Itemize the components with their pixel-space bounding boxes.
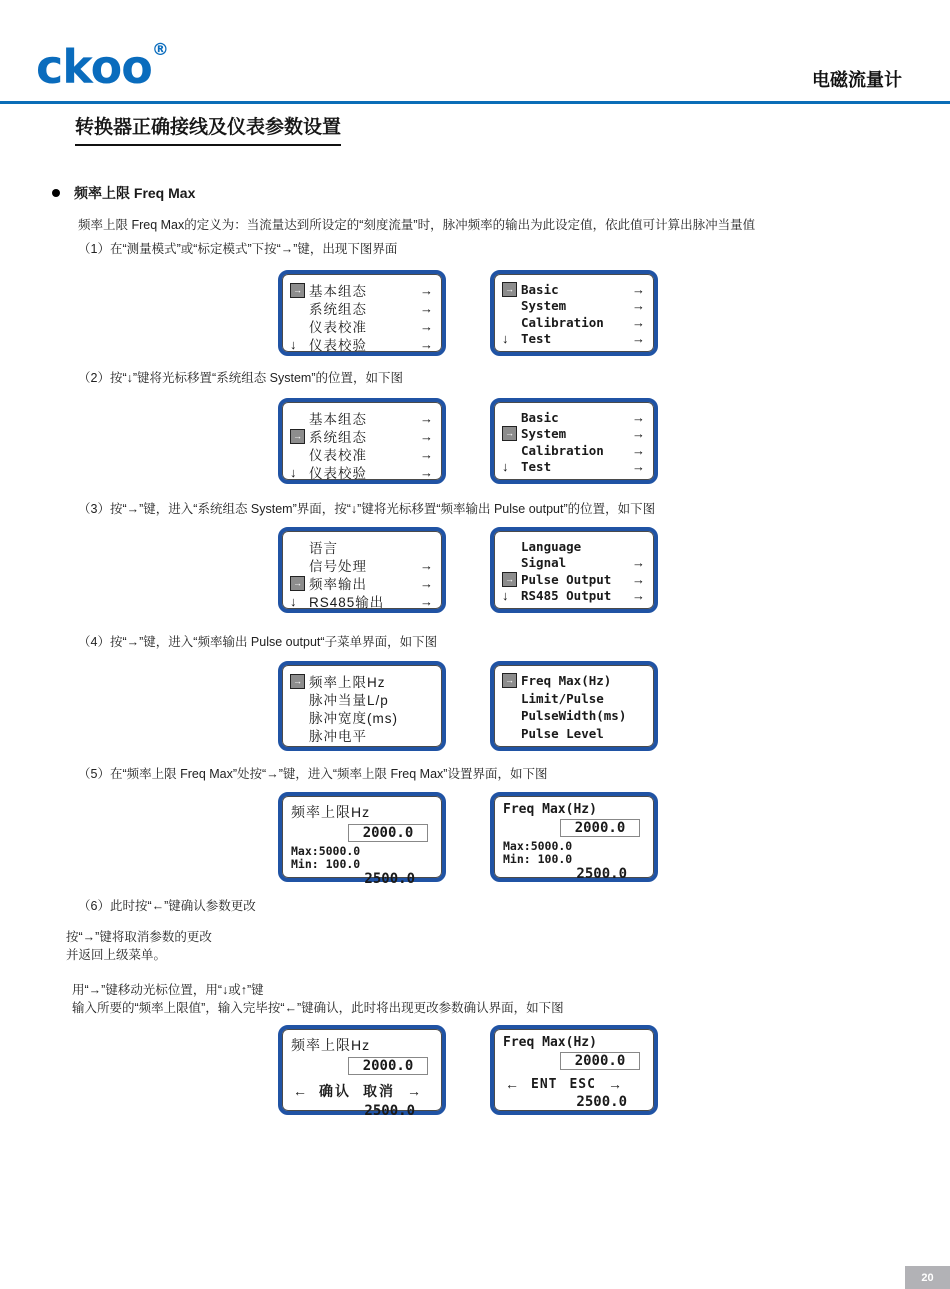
- step-3-text: （3）按“→”键，进入“系统组态 System”界面，按“↓”键将光标移置“频率输出 Pulse output”的位置，如下图: [78, 502, 656, 516]
- intro-paragraph: 频率上限 Freq Max的定义为：当流量达到所设定的“刻度流量”时，脉冲频率的输出为此设定值，依此值可计算出脉冲当量值: [78, 218, 756, 232]
- cursor-icon: →: [290, 283, 305, 298]
- arrow-down-icon: ↓: [502, 588, 509, 604]
- menu-item: Calibration: [521, 314, 604, 330]
- secondary-value: 2500.0: [576, 866, 627, 882]
- cursor-icon: →: [290, 429, 305, 444]
- arrow-right-icon: →: [420, 282, 433, 298]
- registered-mark-icon: ®: [151, 40, 169, 60]
- menu-item: Signal: [521, 555, 567, 571]
- lcd-screen-main-menu-zh-1: [278, 270, 446, 356]
- bullet-heading-label: 频率上限 Freq Max: [74, 185, 196, 201]
- menu-item: 仪表校验: [309, 338, 367, 353]
- arrow-right-icon: →: [632, 281, 645, 297]
- screen-title: 频率上限Hz: [291, 804, 371, 820]
- arrow-right-icon: →: [420, 593, 433, 609]
- header-divider: [0, 101, 950, 104]
- menu-item: 脉冲电平: [309, 729, 367, 744]
- document-product-title: 电磁流量计: [812, 70, 902, 90]
- arrow-right-icon: →: [420, 557, 433, 573]
- arrow-right-icon: →: [632, 571, 645, 587]
- arrow-left-icon: ←: [293, 1083, 307, 1099]
- menu-item: 脉冲宽度(ms): [309, 711, 398, 726]
- arrow-right-icon: →: [632, 459, 645, 475]
- cursor-icon: →: [502, 673, 517, 688]
- menu-item: 频率输出: [309, 577, 367, 592]
- arrow-right-icon: →: [420, 410, 433, 426]
- menu-item: Calibration: [521, 442, 604, 458]
- value-field: 2000.0: [560, 819, 640, 837]
- arrow-right-icon: →: [420, 336, 433, 352]
- arrow-right-icon: →: [420, 300, 433, 316]
- step-6-text: （6）此时按“←”键确认参数更改: [78, 899, 256, 913]
- arrow-right-icon: →: [632, 331, 645, 347]
- arrow-right-icon: →: [420, 464, 433, 480]
- menu-item: System: [521, 426, 567, 442]
- note-cancel-line2: 并返回上级菜单。: [66, 948, 167, 962]
- arrow-right-icon: →: [632, 314, 645, 330]
- min-limit-label: Min: 100.0: [503, 852, 573, 866]
- menu-item: 仪表校准: [309, 320, 367, 335]
- menu-item: Freq Max(Hz): [521, 673, 612, 689]
- step-1-text: （1）在“测量模式”或“标定模式”下按“→”键，出现下图界面: [78, 242, 398, 256]
- note-cancel-line1: 按“→”键将取消参数的更改: [66, 930, 212, 944]
- max-limit-label: Max:5000.0: [291, 844, 361, 858]
- menu-item: 仪表校准: [309, 448, 367, 463]
- bullet-icon: [52, 189, 60, 197]
- value-field: 2000.0: [560, 1052, 640, 1070]
- lcd-screen-confirm-en: [490, 1025, 658, 1115]
- arrow-right-icon: →: [420, 575, 433, 591]
- lcd-screen-pulse-menu-zh: [278, 661, 446, 751]
- cursor-icon: →: [290, 674, 305, 689]
- lcd-screen-system-menu-en: [490, 527, 658, 613]
- cancel-option: 取消: [363, 1083, 395, 1099]
- arrow-down-icon: ↓: [290, 464, 297, 480]
- menu-item: 系统组态: [309, 430, 367, 445]
- step-4-text: （4）按“→”键，进入“频率输出 Pulse output“子菜单界面，如下图: [78, 635, 438, 649]
- lcd-screen-main-menu-en-2: [490, 398, 658, 484]
- secondary-value: 2500.0: [364, 1103, 415, 1119]
- lcd-screen-setting-zh: [278, 792, 446, 887]
- lcd-screen-system-menu-zh: [278, 527, 446, 613]
- confirm-option: ENT: [531, 1076, 558, 1092]
- arrow-right-icon: →: [632, 588, 645, 604]
- lcd-screen-main-menu-zh-2: [278, 398, 446, 484]
- arrow-right-icon: →: [632, 555, 645, 571]
- arrow-left-icon: ←: [505, 1076, 519, 1092]
- arrow-right-icon: →: [632, 426, 645, 442]
- brand-logo-text: ckoo: [36, 40, 152, 94]
- secondary-value: 2500.0: [576, 1094, 627, 1110]
- menu-item: Test: [521, 331, 552, 347]
- menu-item: RS485输出: [309, 595, 385, 610]
- screen-title: Freq Max(Hz): [503, 802, 597, 817]
- screen-title: Freq Max(Hz): [503, 1035, 597, 1050]
- arrow-right-icon: →: [420, 428, 433, 444]
- menu-item: 基本组态: [309, 412, 367, 427]
- menu-item: Pulse Level: [521, 725, 604, 741]
- arrow-right-icon: →: [420, 446, 433, 462]
- brand-logo: [36, 40, 169, 94]
- max-limit-label: Max:5000.0: [503, 839, 573, 853]
- menu-item: Limit/Pulse: [521, 690, 604, 706]
- lcd-screen-main-menu-en-1: [490, 270, 658, 356]
- cancel-option: ESC: [569, 1076, 596, 1092]
- screen-title: 频率上限Hz: [291, 1037, 371, 1053]
- cursor-icon: →: [502, 426, 517, 441]
- lcd-screen-confirm-zh: [278, 1025, 446, 1119]
- menu-item: 频率上限Hz: [309, 675, 386, 690]
- menu-item: 基本组态: [309, 284, 367, 299]
- min-limit-label: Min: 100.0: [291, 857, 361, 871]
- cursor-icon: →: [502, 282, 517, 297]
- arrow-down-icon: ↓: [290, 336, 297, 352]
- menu-item: 语言: [309, 541, 338, 556]
- arrow-right-icon: →: [632, 409, 645, 425]
- menu-item: 脉冲当量L/p: [309, 693, 389, 708]
- lcd-screen-setting-en: [490, 792, 658, 882]
- cursor-icon: →: [502, 572, 517, 587]
- menu-item: System: [521, 298, 567, 314]
- lcd-screen-pulse-menu-en: [490, 661, 658, 751]
- step-5-text: （5）在“频率上限 Freq Max”处按“→”键，进入“频率上限 Freq Max”设置界面，如下图: [78, 767, 548, 781]
- arrow-right-icon: →: [632, 298, 645, 314]
- menu-item: Basic: [521, 409, 559, 425]
- bullet-heading: [52, 183, 195, 203]
- cursor-icon: →: [290, 576, 305, 591]
- arrow-right-icon: →: [632, 442, 645, 458]
- value-field: 2000.0: [348, 1057, 428, 1075]
- note-input-line1: 用“→”键移动光标位置，用“↓或↑”键: [72, 983, 264, 997]
- step-2-text: （2）按“↓”键将光标移置“系统组态 System”的位置，如下图: [78, 371, 404, 385]
- menu-item: Test: [521, 459, 552, 475]
- arrow-down-icon: ↓: [502, 459, 509, 475]
- secondary-value: 2500.0: [364, 871, 415, 887]
- arrow-down-icon: ↓: [502, 331, 509, 347]
- arrow-right-icon: →: [420, 318, 433, 334]
- menu-item: RS485 Output: [521, 588, 612, 604]
- confirm-option: 确认: [319, 1083, 351, 1099]
- section-title: 转换器正确接线及仪表参数设置: [75, 112, 341, 146]
- menu-item: Pulse Output: [521, 571, 612, 587]
- value-field: 2000.0: [348, 824, 428, 842]
- menu-item: 系统组态: [309, 302, 367, 317]
- arrow-down-icon: ↓: [290, 593, 297, 609]
- arrow-right-icon: →: [407, 1083, 421, 1099]
- page-number-badge: 20: [905, 1266, 950, 1289]
- menu-item: Basic: [521, 281, 559, 297]
- menu-item: 仪表校验: [309, 466, 367, 481]
- menu-item: 信号处理: [309, 559, 367, 574]
- menu-item: PulseWidth(ms): [521, 708, 627, 724]
- menu-item: Language: [521, 538, 582, 554]
- arrow-right-icon: →: [607, 1076, 622, 1092]
- note-input-line2: 输入所要的“频率上限值”，输入完毕按“←”键确认，此时将出现更改参数确认界面，如下图: [72, 1001, 564, 1015]
